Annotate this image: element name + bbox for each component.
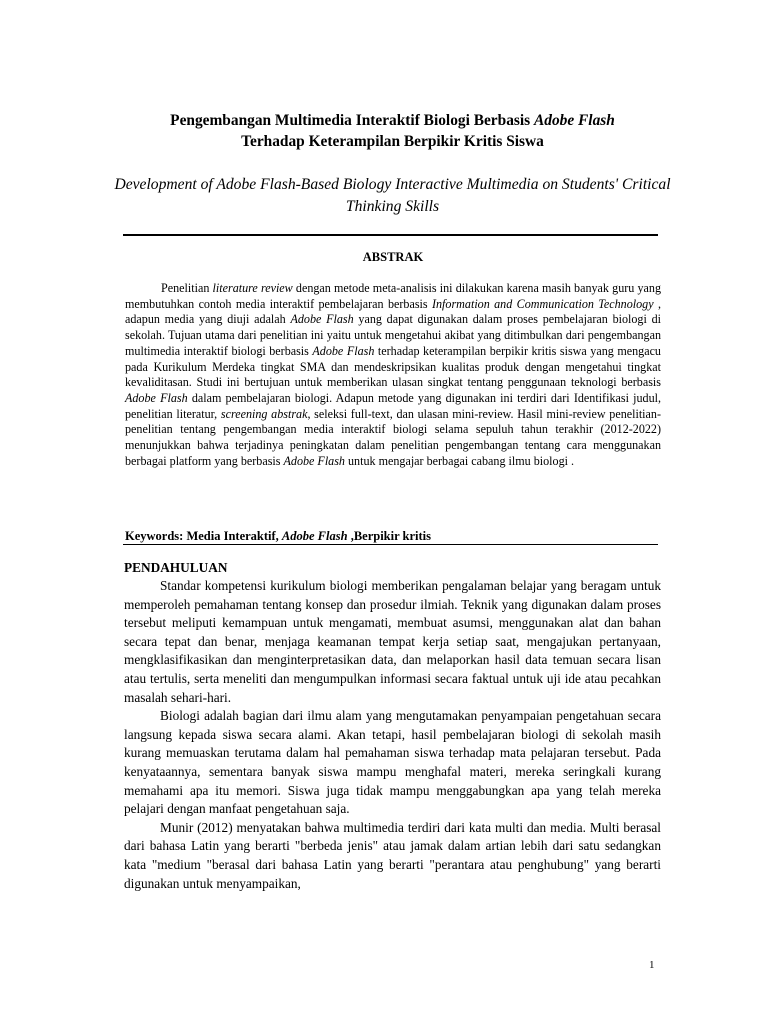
keywords-underline: [123, 544, 658, 545]
title-italic: Adobe Flash: [534, 112, 615, 129]
title-line1: Pengembangan Multimedia Interaktif Biologi Berbasis: [170, 112, 534, 129]
section-heading: PENDAHULUAN: [124, 560, 228, 575]
abstract-heading: ABSTRAK: [362, 250, 424, 264]
paper-title-english: Development of Adobe Flash-Based Biology Interactive Multimedia on Students' Critical Thinking Skills: [114, 176, 671, 215]
body-text: [124, 577, 661, 893]
abstract-text: Penelitian literature review dengan metode meta-analisis ini dilakukan karena masih banyak guru yang membutuhkan contoh media interaktif pembelajaran berbasis Information and Communication Technology , adapun media yang diuji adalah Adobe Flash yang dapat digunakan dalam proses pembelajaran biologi di sekolah. Tujuan utama dari penelitian ini yaitu untuk mengetahui akibat yang ditimbulkan dari pengembangan multimedia interaktif biologi berbasis Adobe Flash terhadap keterampilan berpikir kritis siswa yang mengacu pada Kurikulum Merdeka tingkat SMA dan mendeskripsikan kualitas produk dengan mengetahui tingkat kevaliditasan. Studi ini bertujuan untuk memberikan ulasan singkat tentang penggunaan teknologi berbasis Adobe Flash dalam pembelajaran biologi. Adapun metode yang digunakan ini terdiri dari Identifikasi judul, penelitian literatur, screening abstrak, seleksi full-text, dan ulasan mini-review. Hasil mini-review penelitian-penelitian tentang pengembangan media interaktif biologi selama sepuluh tahun terakhir (2012-2022) menunjukkan bahwa terjadinya peningkatan dalam penelitian pengembangan tentang cara menggunakan berbagai platform yang berbasis Adobe Flash untuk mengajar berbagai cabang ilmu biologi .: [125, 281, 662, 468]
title-divider: [123, 234, 658, 236]
paragraph: Munir (2012) menyatakan bahwa multimedia terdiri dari kata multi dan media. Multi berasal dari bahasa Latin yang berarti "berbeda jenis" atau jamak dalam artian lebih dari satu sedangkan kata "medium "berasal dari bahasa Latin yang berarti "perantara atau penghubung" yang berarti digunakan untuk menyampaikan,: [124, 819, 661, 891]
page-number: 1: [649, 959, 655, 971]
paragraph: Standar kompetensi kurikulum biologi memberikan pengalaman belajar yang beragam untuk memperoleh pemahaman tentang konsep dan prosedur ilmiah. Teknik yang digunakan dalam proses tersebut meliputi kemampuan untuk mengamati, membuat asumsi, menggunakan alat dan bahan secara tepat dan benar, menjaga keamanan tempat kerja setiap saat, mengajukan pertanyaan, mengklasifikasikan dan menginterpretasikan data, dan melaporkan hasil data temuan secara lisan atau tertulis, serta meneliti dan mengumpulkan informasi secara faktual untuk uji ide atau pecahkan masalah sehari-hari.: [124, 578, 661, 705]
keywords-line: Keywords: Media Interaktif, Adobe Flash ,Berpikir kritis: [125, 529, 432, 543]
paper-title-indonesian: [110, 110, 675, 152]
paragraph: Biologi adalah bagian dari ilmu alam yang mengutamakan penyampaian pengetahuan secara langsung kepada siswa secara alami. Akan tetapi, hasil pembelajaran biologi di sekolah masih kurang memuaskan terutama dalam hal pemahaman siswa terhadap mata pelajaran tersebut. Pada kenyataannya, sementara banyak siswa mampu menghafal materi, mereka seringkali kurang memahami apa itu memori. Siswa juga tidak mampu menggabungkan apa yang telah mereka pelajari dengan manfaat pengetahuan saja.: [124, 708, 661, 817]
title-line2: Terhadap Keterampilan Berpikir Kritis Siswa: [241, 133, 544, 150]
